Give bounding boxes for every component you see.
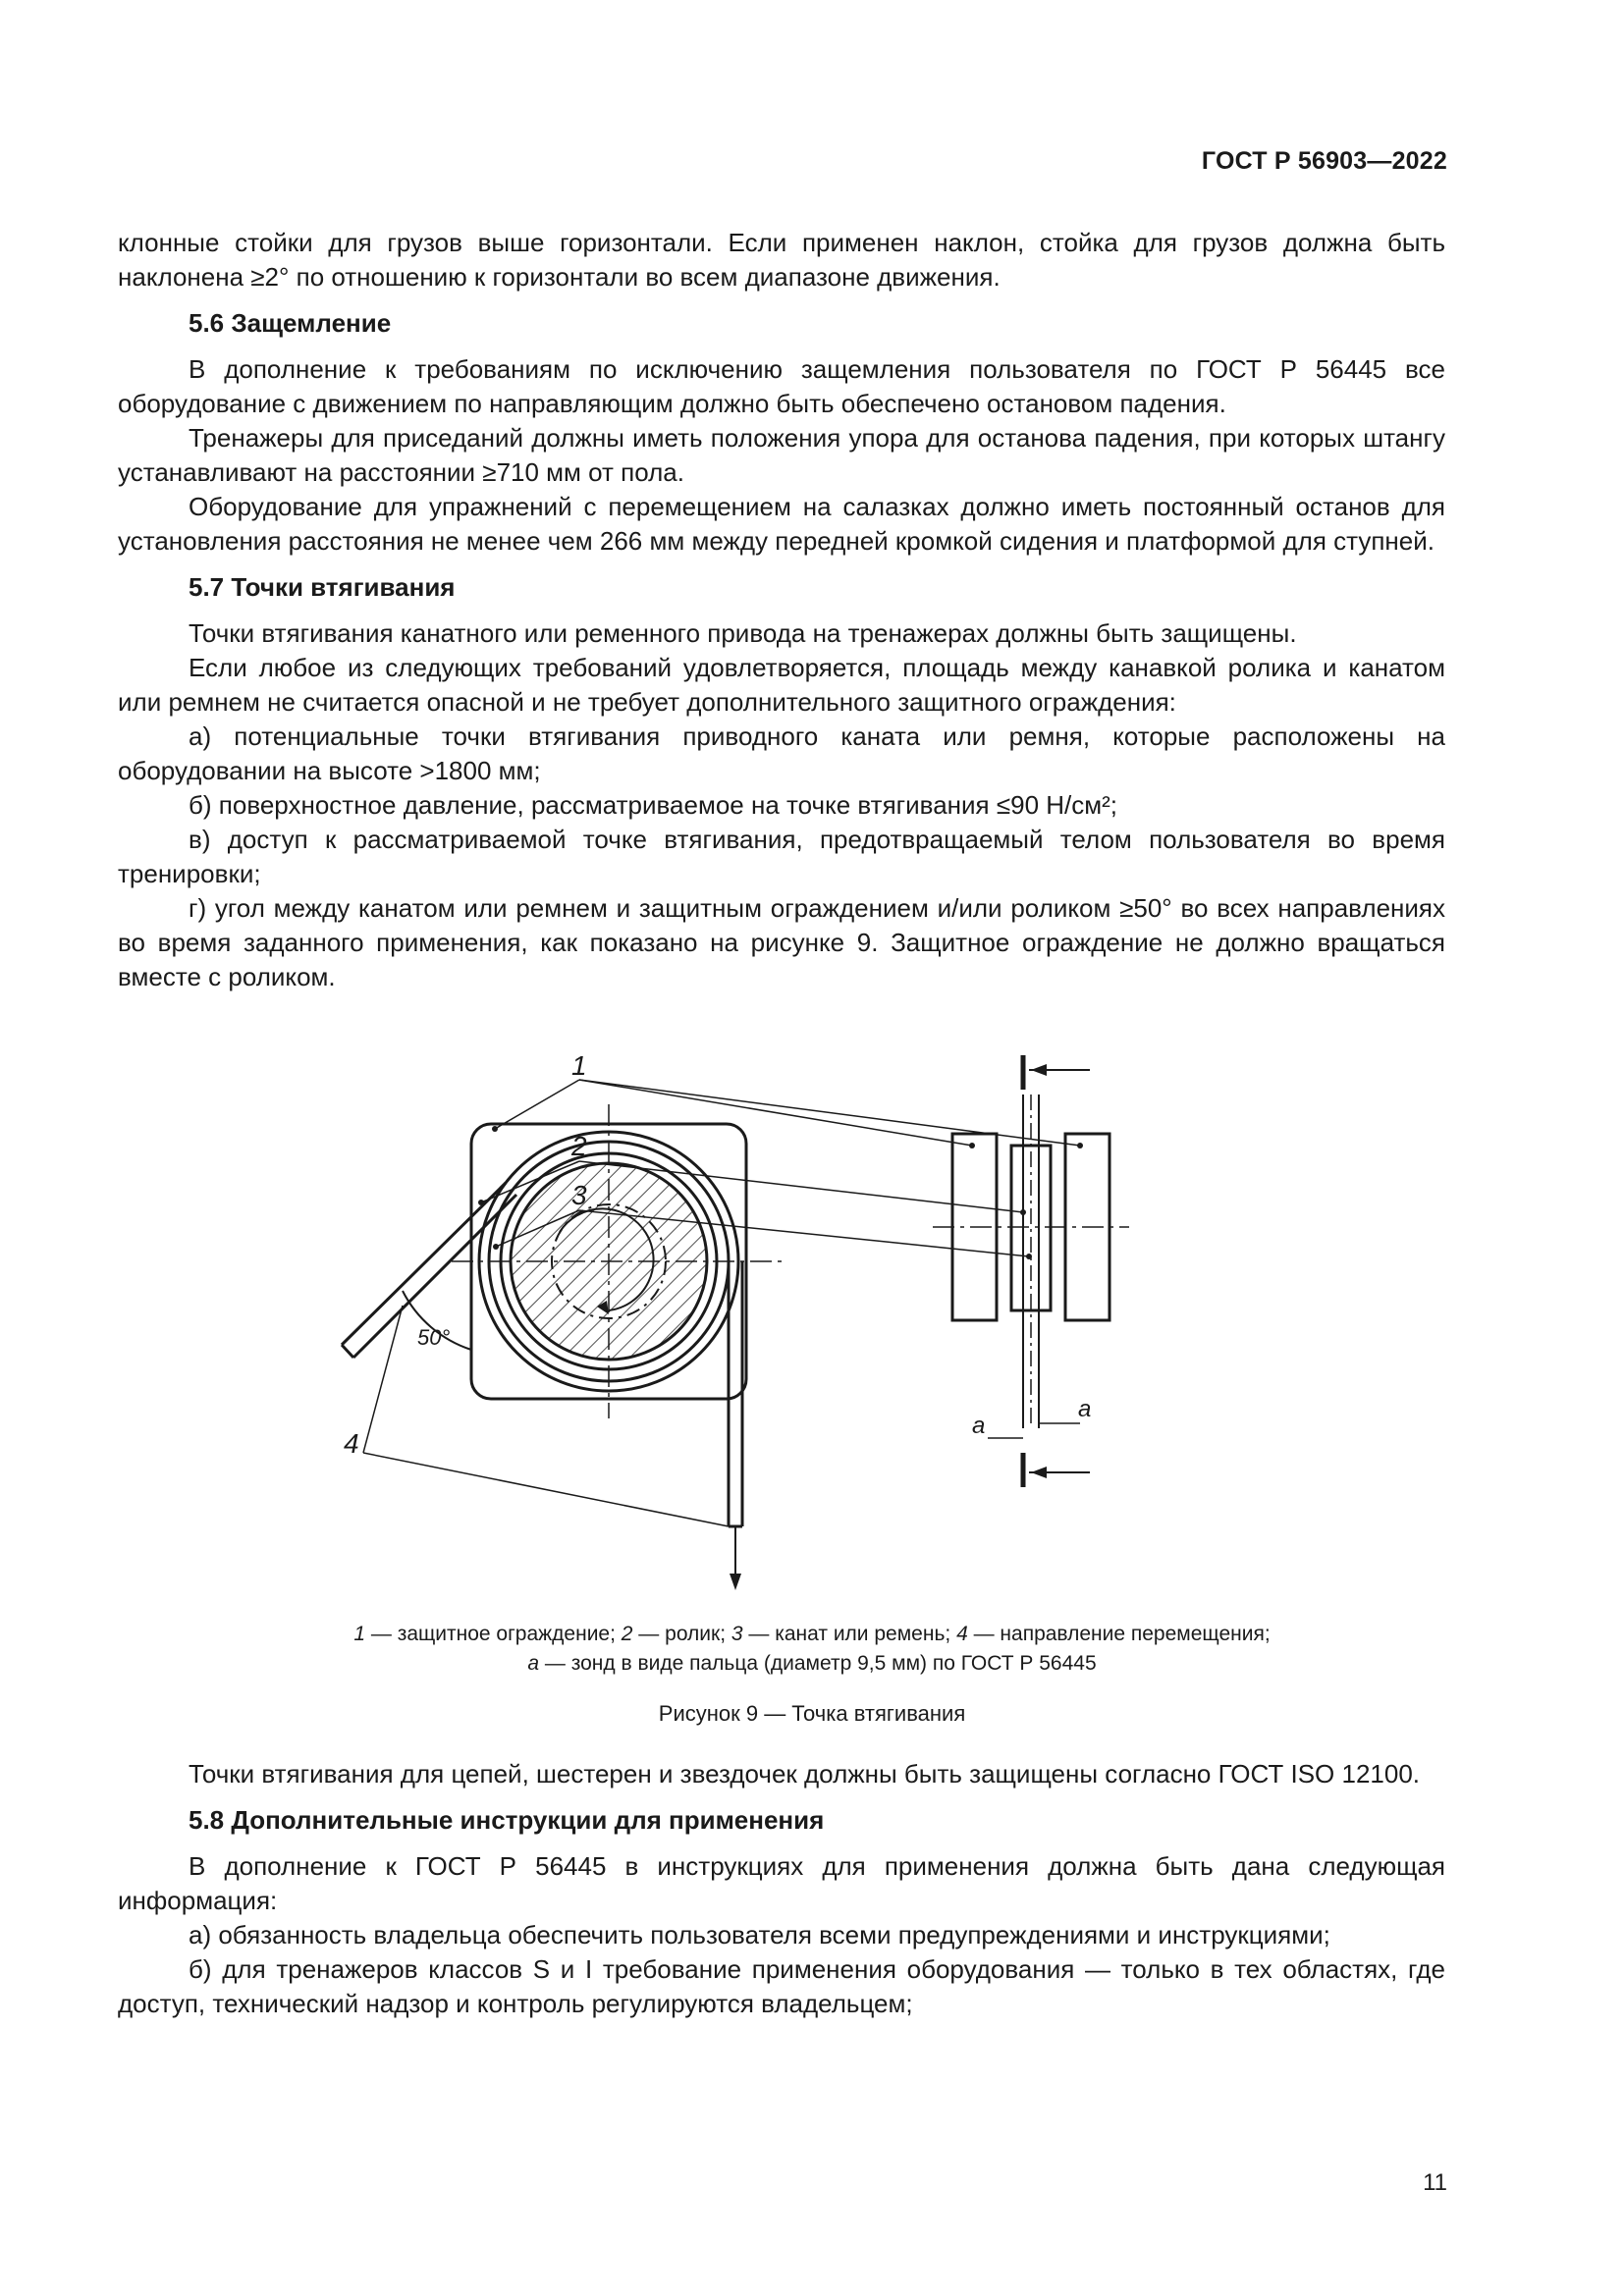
standard-header: ГОСТ Р 56903—2022 xyxy=(1201,147,1447,175)
dimension-a-right: a xyxy=(1078,1396,1092,1422)
legend-text: — направление перемещения; xyxy=(967,1623,1271,1645)
list-item-g: г) угол между канатом или ремнем и защитным ограждением и/или роликом ≥50° во всех направлениях во время заданного применения, как показано на рисунке 9. Защитное ограждение не должно вращаться вместе с роликом. xyxy=(118,893,1445,991)
legend-num: 4 xyxy=(956,1623,968,1645)
text-section-top xyxy=(118,226,1445,994)
roller-side xyxy=(1011,1146,1051,1310)
text-section-bottom xyxy=(118,1757,1445,2021)
paragraph: В дополнение к требованиям по исключению защемления пользователя по ГОСТ Р 56445 все оборудование с движением по направляющим должно быть обеспечено остановом падения. xyxy=(118,354,1445,418)
paragraph: В дополнение к ГОСТ Р 56445 в инструкциях для применения должна быть дана следующая информация: xyxy=(118,1851,1445,1915)
legend-text: — ролик; xyxy=(632,1623,731,1645)
list-item-a: а) потенциальные точки втягивания приводного каната или ремня, которые расположены на оборудовании на высоте >1800 мм; xyxy=(118,721,1445,785)
legend-text: — канат или ремень; xyxy=(742,1623,957,1645)
page-number: 11 xyxy=(1423,2169,1447,2196)
legend-text: — защитное ограждение; xyxy=(365,1623,622,1645)
figure-caption: Рисунок 9 — Точка втягивания xyxy=(658,1701,966,1726)
list-item-b: б) поверхностное давление, рассматриваемое на точке втягивания ≤90 Н/см²; xyxy=(189,790,1118,820)
label-1: 1 xyxy=(571,1050,587,1081)
legend-num: 3 xyxy=(731,1623,743,1645)
legend-line-2 xyxy=(0,1649,1624,1679)
list-item-b: б) для тренажеров классов S и I требование применения оборудования — только в тех областях, где доступ, технический надзор и контроль регулируются владельцем; xyxy=(118,1954,1445,2018)
section-heading-5-8: 5.8 Дополнительные инструкции для применения xyxy=(189,1805,825,1835)
legend-num: 1 xyxy=(353,1623,366,1645)
paragraph: Точки втягивания для цепей, шестерен и звездочек должны быть защищены согласно ГОСТ ISO 12100. xyxy=(189,1759,1421,1789)
section-heading-5-7: 5.7 Точки втягивания xyxy=(189,572,456,602)
section-heading-5-6: 5.6 Защемление xyxy=(189,308,392,338)
paragraph: Тренажеры для приседаний должны иметь положения упора для останова падения, при которых штангу устанавливают на расстоянии ≥710 мм от пола. xyxy=(118,423,1445,487)
list-item-v: в) доступ к рассматриваемой точке втягивания, предотвращаемый телом пользователя во время тренировки; xyxy=(118,825,1445,888)
list-item-a: а) обязанность владельца обеспечить пользователя всеми предупреждениями и инструкциями; xyxy=(189,1920,1330,1949)
label-4: 4 xyxy=(344,1428,359,1459)
paragraph: Оборудование для упражнений с перемещением на салазках должно иметь постоянный останов для установления расстояния не менее чем 266 мм между передней кромкой сидения и платформой для ступней. xyxy=(118,492,1445,556)
legend-line-1 xyxy=(0,1620,1624,1649)
legend-text: — зонд в виде пальца (диаметр 9,5 мм) по ГОСТ Р 56445 xyxy=(539,1652,1097,1675)
figure-legend xyxy=(0,1620,1624,1679)
paragraph: Точки втягивания канатного или ременного привода на тренажерах должны быть защищены. xyxy=(189,618,1297,648)
dimension-a-left: a xyxy=(972,1413,986,1439)
legend-num: a xyxy=(527,1652,540,1675)
label-3: 3 xyxy=(571,1180,587,1210)
paragraph: Если любое из следующих требований удовлетворяется, площадь между канавкой ролика и канатом или ремнем не считается опасной и не требует дополнительного защитного ограждения: xyxy=(118,653,1445,717)
label-2: 2 xyxy=(571,1131,587,1161)
figure-9-diagram xyxy=(285,1036,1267,1615)
paragraph: клонные стойки для грузов выше горизонтали. Если применен наклон, стойка для грузов должна быть наклонена ≥2° по отношению к горизонтали во всем диапазоне движения. xyxy=(118,228,1445,292)
legend-num: 2 xyxy=(621,1623,633,1645)
angle-label: 50° xyxy=(417,1325,451,1350)
